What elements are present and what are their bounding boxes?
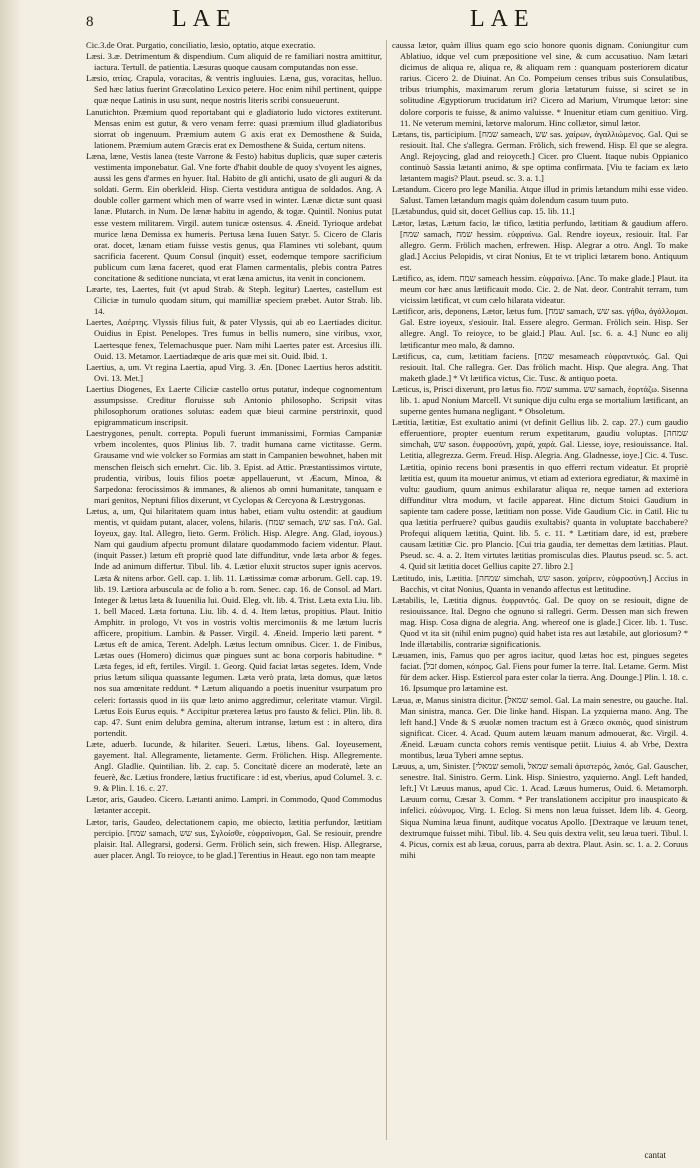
entry: Lætor, lætas, Lætum facio, læ tifico, lætitia perfundo, lætitiam & gaudium affero. [שמח samach, שמח hessim. εὐφραίνω. Gal. Rendre ioyeux, resiouir. Ital. Far allegro. Germ. Frölich machen, erfrewen. Hisp. Alegrar a otro. Angl. To make glad.] Accius Pelopidis, vt cirat Nonius, Et te vt triplici lætarem bono. Antiquum est. xyxy=(392,217,689,272)
page-number: 8 xyxy=(86,14,94,30)
header-right-keyword: LAE xyxy=(470,6,535,32)
header-left-keyword: LAE xyxy=(172,6,237,32)
entry: Lætans, tis, participium. [שמח sameach, שש sas. χαίρων, ἀγαλλιώμενος. Gal. Qui se resiouit. Ital. Che s'allegra. German. Frölich, sich frewend. Hisp. El que se alegra. Angl. Rejoycing, glad and reioyceth.] Cicer. pro Cluent. Itaque nubis Oppianico continuò Sassia lætanti animo, & spe optima confirmata. [Viu te faciam ex læto lætantem magis? Plaut. pseud. sc. 3. a. 1.] xyxy=(392,128,688,184)
page-edge-shadow xyxy=(0,0,22,1168)
entry: Lætor, aris, Gaudeo. Cicero. Lætanti animo. Lampri. in Commodo, Quod Commodus lætanter accepit. xyxy=(86,794,382,816)
entry: Læsio, ατίας. Crapula, voracitas, & ventris ingluuies. Læna, gus, voracitas, helluo. Sed hæc latius fuerint Græcolatino Lexico petere. Hoc enim nihil pertinent, quippe quæ neque Latinis in usu sunt, neque nostris literis scribi consueuerunt. xyxy=(86,73,382,106)
entry: caussa lætor, quàm illius quam ego scio honore quonis dignam. Coniungitur cum Ablatiuo, idque vel cum præpositione vel sine, & cum accusatiuo. Nam lætari dicimus de aliqua re, aliqua re, & aliquam rem : quanquam posteriorem dicatur rarius. Cicero 2. de Diuinat. An Co. Pompeium censes tribus suis Consulatibus, tribus triumphis, maximarum rerum gloria lætaturum fuisse, si sciret se in solitudine Ægyptiorum trucidatum iri? Cicero ad Marium, Vtrumque lætor: sine dolore corporis te fuisse, & animo valuisse. * Inuenitur etiam cum genitiuo. Virg. 11. Ne veterum memini, lætorve malorum. Hinc collætor, simul lætor. xyxy=(392,40,688,128)
entry: Lætitudo, inis, Lætitia. [שמחה simchah, שש sason. χαίρειν, εὐφροσύνη.] Accius in Bacchis, vt citat Nonius, Quanta in venando affectus est lætitudine. xyxy=(392,572,688,594)
entry: Lætus, a, um, Qui hilaritatem quam intus habet, etiam vultu ostendit: at gaudium mentis, vt quidam putant, alacer, volens, hilaris. (שמח semach, שש sas. Γαλ. Gal. Ioyeux, gay. Ital. Allegro, lieto. Germ. Frölich. Hisp. Alegre. Ang. Glad, ioyous.) Nam qui gaudium afpectu promunt dilatare quodammodo faciem videntur. Plaut. (inquit Passer.) lætum eft propriè quod late diffunditur, vnde læta arbor & feges. Inde ad animum differtur. Tibul. lib. 4. Lætior eluxit structos super ignis acervos. Læta & nitens arbor. Gell. cap. 1. lib. 11. Lætissimæ comæ arborum. Gell. cap. 19. lib. 19. Lætiora arbuscula ac de folio a b. rom. Senec. cap. 16. de Consol. ad Mart. Integer & lætus læta & Iuuenilia lui. Ouid. Eleg. vlt. lib. 4. Trist. Læta exta Liu. lib. 1. bell Maced. Læta fortuna. Liu. lib. 4. d. 4. Item lætus, propitius. Plaut. Initio Amphitr. in prologo, Vt vos in vostris voltis mercimoniis & me lætum lucris afficere, propitium. Lambin. & Passer. Virgil. 4. Æneid. Imperio læti parent. * Lætus eft de amica, Terent. Adelph. Lætus lectum omnibus. Cicer. 1. de Finibus, Lætas oues (Homero) dicimus quæ pingues sunt ac bona corporis habitudine. * Læta feges, id eft, fertiles. Virgil. 1. Georg. Quid faciat lætas segetes. Idem, Vnde prius lætum siliqua quassante legumen. Læta verò prata, læta domus, quæ lætos nos sua amœnitate reddunt. * Lætum aliquando a poetis inuenitur vsurpatum pro celeri: fortassis quod in iis quæ læto animo aggredimur, celeritate vtamur. Virgil. Lætus Eois Eurus equis. * Accipitur præterea lætus pro fausto & felici. Plin. lib. 8. cap. 47. Sunt enim delubra gemina, alterum intranse, lætum est : in altero, dira portendit. xyxy=(86,505,382,738)
column-divider xyxy=(386,40,387,1140)
catchword: cantat xyxy=(644,1150,666,1160)
entry: Læuus, a, um, Sinister. [שמאלי semoli, שמאל semali ἀριστερός, λαιός. Gal. Gauscher, senestre. Ital. Sinistro. Germ. Link. Hisp. Siniestro, yzquierno. Angl. Left handed, left.] Vt Læuus manus, apud Cic. 1. Acad. Læuus humerus, Ouid. 6. Metamorph. Læuum cornu, Cæsar 3. Comm. * Per translationem accipitur pro inauspicato & infelici. εὐώνυμος. Virg. 1. Eclog. Si mens non læua fuisset. Idem lib. 4. Georg. Siqua Numina læua finunt, audítque vocatus Apollo. [Dextraque ve læuum tenet, dextrumque fuisset mihi. Tibul. lib. 4. Seu quis dextra velit, seu læua tueri. Tibul. l. 4. Picus, cornix est ab læua, coruus, parra ab dextra. Plaut. Asin. sc. 1. a. 2. Coruus mihi xyxy=(392,761,688,860)
entry: Lanutichton. Præmium quod reportabant qui e gladiatorio ludo victores extiterunt. Mensas enim est gutur, & vero venam ferre: quasi præmium illud gladiatoribus siorrat ob ingenuum. Præmium autem G axis erat ex Demosthene & Suida, lationem. Præmium autem Græcis erat ex Demosthene & Suida, certum nitens. xyxy=(86,106,382,150)
entry: Lætor, taris, Gaudeo, delectationem capio, me obiecto, lætitia perfundor, lætitiam percipio. [שמח samach, שש sus, Σγλοίσθε, εὐφραίνομαι, Gal. Se resiouir, prendre plaisir. Ital. Allegrarsi, godersi. Germ. Frölich sein, sich frewen. Hisp. Allegrarse, auer placer. Angl. To reioyce, to be glad.] Terentius in Heaut. ego non tam meapte xyxy=(86,816,382,860)
entry: Laestrygones, penult. correpta. Populi fuerunt immanissimi, Formias Campaniæ vrbem incolentes, quos Plinius lib. 7. tradit humana carne victitasse. Germ. Grausame vnd wie volcker so Formias am statt in Campanien bewohnet, haben mit menschen fleisch sich ernehrt. Cic. lib. 3. Epist. ad Attic. Præstantissimos virtute, prudentia, viribus, louis filios poetæ appellauerunt, vt Æacum, Minoa, & Sarpedona: ferocissimos & immanes, & alienos ab omni humanitate, tanquam e mari genitos, Neptuni filios dixerunt, vt Cyclopas & Cercyona & Læstrygonas. xyxy=(86,428,382,505)
entry: Lætitia, lætitiæ, Est exultatio animi (vt definit Gellius lib. 2. cap. 27.) cum gaudio efferuentiore, propter euentum rerum expetitarum, gaudiu voluptas. [שמחה simchah, שש sason. ἐυφροσύνη, χαρά, χαρά. Gal. Liesse, ioye, resiouissance. Ital. Letitia, allegrezza. Germ. Freud. Hisp. Alegria. Ang. Gladnesse, ioye.] Cic. 4. Tusc. Lætitia, opinio recens boni præsentis in quo efferri rectum videatur. Et propriè lætitia est, quum ita mouetur animus, vt etiam ad exteriora egrediatur, & maximè in vultu: gaudium, quum animus exhilaratur aliqua re, neque tamen ad exteriora diffunditur vltra modum, vt facile appareat. Hinc dictum Stoici Gaudium in sapiente tam cadere posse, lætitiam non posse. Vide Gaudium Cic. in Catil. Hic tu qua lætitia perfruere? quibus gaudiis exultabis? quanta in voluptate bacchabere? Profequi aliquem lætitia, Quint. lib. 5. c. 11. * Lætitiam dare, id est, præbere causam lætitiæ Cic. pro Plancio. [Cui tria gaudia, ter demettas dem lætitias. Plaut. Pseud. sc. 4. a. 2. Item virtutes lætitias promisculas dies. Plautus pseud. sc. 5. act. 4. Quid sit lætitia docet Gellius capite 27. libro 2.] xyxy=(392,417,688,572)
entry: Læticus, is, Prisci dixerunt, pro lætus fio. שמח summa. שש samach, ἑορτάζω. Sisenna lib. 1. apud Nonium Marcell. Vt sunique diju cultu erga se mortalium lætificant, an superne gentes humana negligant. * Obsoletum. xyxy=(392,383,688,417)
entry: Laertius, a, um. Vt regina Laertia, apud Virg. 3. Æn. [Donec Laertius heros adstitit. Ovi. 13. Met.] xyxy=(86,361,382,383)
right-column xyxy=(392,40,688,861)
entry: Læua, æ, Manus sinistra dicitur. [שמאל semol. Gal. La main senestre, ou gauche. Ital. Man sinistra, manca. Ger. Die linke hand. Hispan. La yzquierna mano. Ang. The left hand.] Vnde & S æuolæ nomen tractum est à Græco σκαιός, quod sinistrum significat. Cicer. 4. Acad. Quum autem læuam manum admouerat, &c. Virgil. 4. Æneid. Læuam cuncta cohors remis ventisque petiit. Liuius 4. ab Vrbe, Dextra montibus, læua Tyberi amne septus. xyxy=(392,694,688,760)
entry: Lætificus, ca, cum, lætitiam faciens. [שמח mesameach εὐφραντικός. Gal. Qui resiouit. Ital. Che rallegra. Ger. Das frölich macht. Hisp. Que alegra. Ang. That maketh glade.] * Vt lætifica victus, Cic. Tusc. & antiquo poeta. xyxy=(392,350,688,383)
entry: Lætifico, as, idem. שמח sameach hessim. εὐφραίνω. [Anc. To make glade.] Plaut. ita meum cor hæc anus lætificauit modo. Cic. 2. de Nat. deor. Contrahit terram, tum vicissim lætificat, vt cum cælo hilarata videatur. xyxy=(392,272,688,306)
entry: Læte, aduerb. Iucunde, & hilariter. Seueri. Lætus, libens. Gal. Ioyeusement, gayement. Ital. Allegramente, lietamente. Germ. Frölichen. Hisp. Allegremente. Angl. Gladlie. Quintilian. lib. 2. cap. 5. Concitatè dicere an moderatè, læte an feuerè, &c. Lætius frondere, lætius fructificare : id est, vberius, apud Columel. 3. c. 9. & Plin. l. 16. c. 27. xyxy=(86,738,382,794)
entry: Laertius Diogenes, Ex Laerte Ciliciæ castello ortus putatur, indeque cognomentum assumpsisse. Creditur floruisse sub Antonio philosopho. Scripsit vitas philosophorum orationes solutas: eadem quæ bieui carmine perstrinxit, quod epigrammaticum inscripsit. xyxy=(86,383,382,428)
entry: Læarte, tes, Laertes, fuit (vt apud Strab. & Steph. legitur) Laertes, castellum est Ciliciæ in tumulo quodam situm, qui mamilliæ speciem præbet. Autor Strab. lib. 14. xyxy=(86,284,382,317)
entry: [Lætabundus, quid sit, docet Gellius cap. 15. lib. 11.] xyxy=(392,206,575,217)
entry: Laertes, Λαέρτης. Vlyssis filius fuit, & pater Vlyssis, qui ab eo Laertiades dicitur. Ouidius in Epist. Penelopes. Tres fumus in bellis numero, sine viribus, vxor, Laertesque fenex, Telemachusque puer. Nam mihi Laertes pater est. Arcesius illi. Ouid. 13. Metamor. Laertiadæque de aris quæ mei sit. Ouid. Ibid. 1. xyxy=(86,317,382,361)
entry: Cic.3.de Orat. Purgatio, conciliatio, læsio, optatio, atque execratio. xyxy=(86,40,316,50)
running-header xyxy=(0,0,700,38)
entry: Lætandum. Cicero pro lege Manilia. Atque illud in primis lætandum mihi esse video. Salust. Tamen lætandum magis quàm dolendum casum tuum puto. xyxy=(392,184,688,206)
left-column xyxy=(86,40,382,861)
entry: Læsi. 3.æ. Detrimentum & dispendium. Cum aliquid de re familiari nostra amittitur, iactura. Tertull. de patientia. Læsuras quoque causam computandas non esse. xyxy=(86,51,382,73)
entry: Læna, læne, Vestis lanea (teste Varrone & Festo) habitus duplicis, quæ super cæteris vestimenta imponebatur. Gal. Vne forte d'habit double de quoy s'voyent les aignes, aussi les gens d'armes en hyuer. Ital. Habito de gli antichi, usato de gli auguri & da soldati. Germ. Ein oberkleid. Hisp. Cierta vestidura antigua de soldados. Ang. A double coller garment which men of warre vsed in winter. Lænæ dictæ sunt quasi lanæ. Plutarch. in Num. De lænæ habitu in agendo, & togæ. Quintil. Nonius putat esse vestem militarem. Virgil. autem tunicæ ostensus. 4. Æneid. Tyrioque ardebat murice læna Demissa ex humeris. Pertusa læna Iuuen Satyr. 5. Cicero de Claris orat. docet, lænam etiam fuisse vestis genus, qua Flamines vti solebant, quum sacrificia facerent. Quum Consul (inquit) esset, eodemque tempore sacrificium publicum cum læna faceret, quod erat Flamen carmentalis, plebis contra Patres concitatione & seditione nunciata, vt erat læna amictus, ita venit in concionem. xyxy=(86,150,382,283)
entry: Lætabilis, le, Lætitia dignus. ἐυφραντός. Gal. De quoy on se resiouit, digne de resiouissance. Ital. Degno che ognuno si rallegri. Germ. Dessen man sich frewen mag. Hisp. Cosa digna de alegria. Ang. whereof one is glade.] Cicer. lib. 1. Tusc. Quod vt ita sit (nihil enim pugno) quid habet ista res aut lætabile, aut gloriosum? * Inde illætabilis, contrariæ significationis. xyxy=(392,594,688,650)
entry: Læuamen, inis, Famus quo per agros iacitur, quod lætas hoc est, pingues segetes faciat. [זבל domen, κόπρος. Gal. Fiens pour fumer la terre. Ital. Letame. Germ. Mist für dem acker. Hisp. Estiercol para ester colar la tierra. Ang. Dounge.] Plin. l. 18. c. 16. Ipsumque pro lætamine est. xyxy=(392,650,688,694)
entry: Lætificor, aris, deponens, Lætor, lætus fum. [שמח samach, שש sas. γήθω, ἀγάλλομαι. Gal. Estre ioyeux, s'esiouir. Ital. Essere alegro. German. Frölich sein. Hisp. Ser allegre. Angl. To reioyce, to be glaid.] Plau. Aul. [sc. 6. a. 4.] Nunc eo alij lætificantur meo malo, & damno. xyxy=(392,306,689,350)
